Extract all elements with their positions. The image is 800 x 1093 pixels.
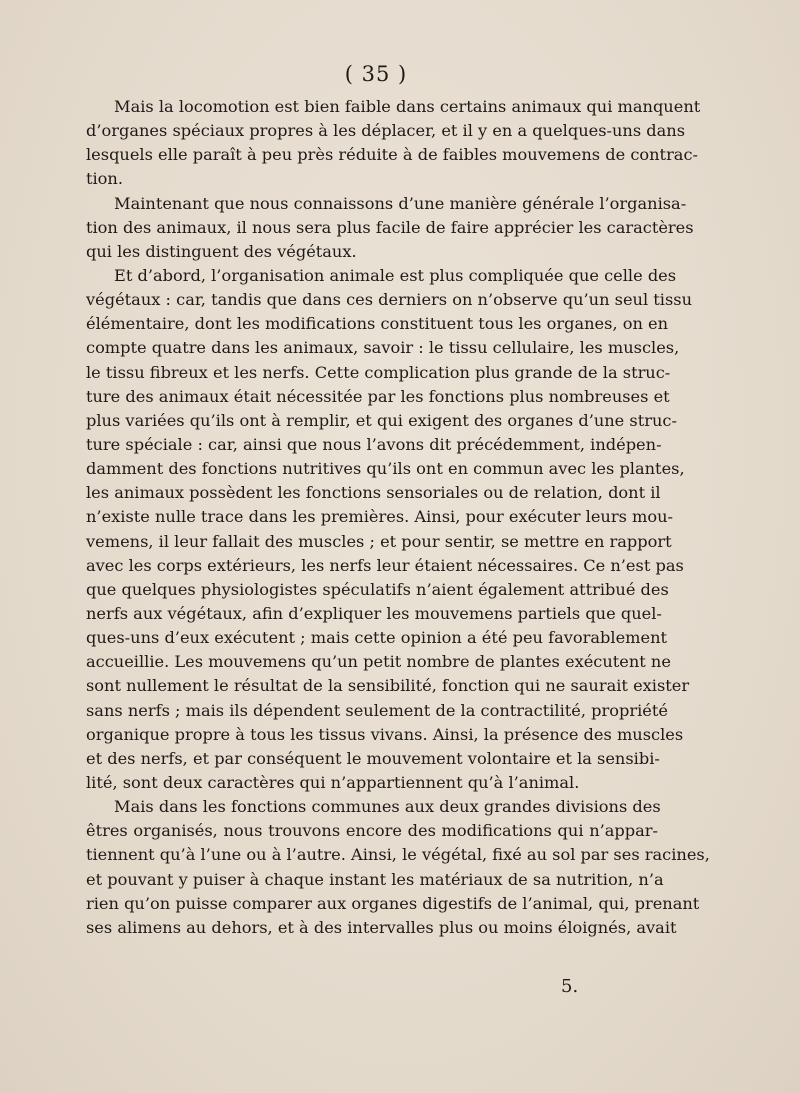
text-line: accueillie. Les mouvemens qu’un petit nombre de plantes exécutent ne xyxy=(86,652,671,672)
paragraph xyxy=(86,795,710,940)
text-line: lité, sont deux caractères qui n’appartiennent qu’à l’animal. xyxy=(86,772,580,792)
text-line: Maintenant que nous connaissons d’une manière générale l’organisa- xyxy=(114,193,687,213)
text-line: lesquels elle paraît à peu près réduite à de faibles mouvemens de contrac- xyxy=(86,145,698,165)
text-line: le tissu fibreux et les nerfs. Cette complication plus grande de la struc- xyxy=(86,362,671,382)
text-line: tion des animaux, il nous sera plus facile de faire apprécier les caractères xyxy=(86,217,694,237)
text-line: damment des fonctions nutritives qu’ils ont en commun avec les plantes, xyxy=(86,459,685,479)
text-line: ture des animaux était nécessitée par les fonctions plus nombreuses et xyxy=(86,386,670,406)
page-number: ( 35 ) xyxy=(344,62,408,86)
text-line: Mais la locomotion est bien faible dans certains animaux qui manquent xyxy=(114,97,701,116)
paragraph xyxy=(86,192,694,264)
text-line: plus variées qu’ils ont à remplir, et qui exigent des organes d’une struc- xyxy=(86,410,677,430)
paragraph xyxy=(86,264,692,795)
text-line: tiennent qu’à l’une ou à l’autre. Ainsi, le végétal, fixé au sol par ses racines, xyxy=(86,845,710,865)
text-line: ture spéciale : car, ainsi que nous l’avons dit précédemment, indépen- xyxy=(86,434,662,454)
text-line: Et d’abord, l’organisation animale est plus compliquée que celle des xyxy=(114,265,677,285)
text-line: d’organes spéciaux propres à les déplacer, et il y en a quelques-uns dans xyxy=(86,121,686,141)
text-line: compte quatre dans les animaux, savoir : le tissu cellulaire, les muscles, xyxy=(86,338,680,358)
text-line: les animaux possèdent les fonctions sensoriales ou de relation, dont il xyxy=(86,483,661,503)
paragraph xyxy=(86,95,701,192)
signature-mark: 5. xyxy=(561,976,579,997)
text-line: élémentaire, dont les modifications constituent tous les organes, on en xyxy=(86,314,669,334)
text-line: êtres organisés, nous trouvons encore des modifications qui n’appar- xyxy=(86,821,658,841)
text-line: tion. xyxy=(86,169,123,189)
text-line: sont nullement le résultat de la sensibilité, fonction qui ne saurait exister xyxy=(86,676,690,696)
text-line: que quelques physiologistes spéculatifs n’aient également attribué des xyxy=(86,579,669,599)
text-line: qui les distinguent des végétaux. xyxy=(86,241,357,261)
text-line: ses alimens au dehors, et à des intervalles plus ou moins éloignés, avait xyxy=(86,917,677,937)
text-line: avec les corps extérieurs, les nerfs leur étaient nécessaires. Ce n’est pas xyxy=(86,555,684,575)
text-line: végétaux : car, tandis que dans ces derniers on n’observe qu’un seul tissu xyxy=(86,290,692,310)
text-line: Mais dans les fonctions communes aux deux grandes divisions des xyxy=(114,797,661,817)
text-line: ques-uns d’eux exécutent ; mais cette opinion a été peu favorablement xyxy=(86,628,668,648)
text-line: rien qu’on puisse comparer aux organes digestifs de l’animal, qui, prenant xyxy=(86,893,700,913)
text-line: et des nerfs, et par conséquent le mouvement volontaire et la sensibi- xyxy=(86,748,660,768)
text-line: nerfs aux végétaux, afin d’expliquer les mouvemens partiels que quel- xyxy=(86,603,662,623)
text-line: et pouvant y puiser à chaque instant les matériaux de sa nutrition, n’a xyxy=(86,869,664,889)
text-line: vemens, il leur fallait des muscles ; et pour sentir, se mettre en rapport xyxy=(86,531,672,551)
text-line: organique propre à tous les tissus vivans. Ainsi, la présence des muscles xyxy=(86,724,684,744)
text-line: sans nerfs ; mais ils dépendent seulement de la contractilité, propriété xyxy=(86,700,668,720)
text-line: n’existe nulle trace dans les premières. Ainsi, pour exécuter leurs mou- xyxy=(86,507,674,527)
text-body xyxy=(86,95,710,940)
